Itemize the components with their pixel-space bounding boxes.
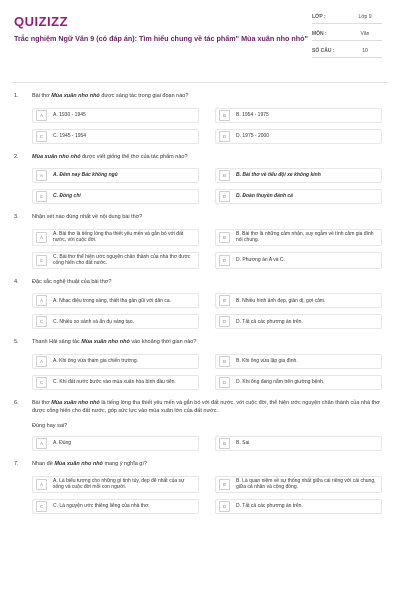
question-text [32,400,388,415]
question-text [32,279,388,287]
option-text: D. 1975 - 2000 [236,132,270,139]
option-letter-box: D [219,316,230,327]
answer-option[interactable] [215,229,382,246]
answer-option[interactable] [32,436,199,451]
option-letter-box: B [219,170,230,181]
meta-label: SỐ CÂU : [312,47,335,54]
question-number: 3. [14,214,19,221]
question-text [32,93,388,101]
meta-value: Lớp 9 [358,13,372,20]
answer-option[interactable] [215,293,382,308]
question-text-part: Bài thơ [32,93,52,99]
question-block [12,400,388,451]
worksheet-header [12,10,388,70]
option-letter-box: A [36,479,47,490]
question-number: 6. [14,399,19,406]
meta-value: Văn [360,30,370,37]
answer-option[interactable] [32,108,199,123]
option-text: D. Đoàn thuyền đánh cá [236,193,293,200]
answer-options [32,229,382,269]
answer-option[interactable] [215,129,382,144]
question-number: 4. [14,278,19,285]
option-text: A. Bài thơ là tiếng lòng tha thiết yêu mến và gắn bó với đất nước, với cuộc đời. [53,230,184,244]
option-text: B. Bài thơ là những cảm nhận, suy ngẫm về tình cảm gia đình nói chung. [236,230,374,244]
option-letter-box: C [36,377,47,388]
question-text-part: mang ý nghĩa gì? [102,461,147,468]
header-divider [12,82,388,83]
answer-option[interactable] [215,354,382,369]
answer-options [32,476,382,514]
meta-label: MÔN : [312,30,327,37]
answer-option[interactable] [215,375,382,390]
question-block [12,339,388,390]
meta-box [312,10,382,61]
question-text [32,154,388,162]
option-letter-box: A [36,356,47,367]
answer-option[interactable] [32,229,199,246]
answer-option[interactable] [32,129,199,144]
option-letter-box: B [219,110,230,121]
answer-option[interactable] [215,314,382,329]
option-letter-box: C [36,255,47,266]
option-text: C. Bài thơ thể hiện ước nguyện chân thành của nhà thơ được cống hiến cho đất nước. [53,253,191,267]
worksheet-title: Trắc nghiệm Ngữ Văn 9 (có đáp án): Tìm hiểu chung về tác phẩm" Mùa xuân nho nhỏ" [14,34,308,43]
answer-options [32,108,382,144]
question-block [12,154,388,205]
question-text [32,461,388,469]
question-number: 2. [14,153,19,160]
meta-row-subject [312,27,382,41]
option-letter-box: C [36,131,47,142]
question-text-part: Đặc sắc nghệ thuật của bài thơ? [32,278,112,285]
option-letter-box: B [219,295,230,306]
question-block [12,214,388,269]
answer-option[interactable] [32,375,199,390]
answer-option[interactable] [215,108,382,123]
option-letter-box: B [219,356,230,367]
option-text: C. Đồng chí [53,193,81,200]
answer-option[interactable] [215,436,382,451]
question-text-title: Mùa xuân nho nhỏ [54,461,103,468]
option-letter-box: A [36,232,47,243]
option-letter-box: A [36,438,47,449]
question-number: 7. [14,461,19,468]
answer-option[interactable] [215,189,382,204]
answer-option[interactable] [215,476,382,493]
question-text-part: Bài thơ [32,399,52,406]
option-text: B. 1954 - 1975 [236,111,269,118]
option-text: A. Nhạc điệu trong sáng, thiết tha gần gũi với dân ca. [53,297,172,304]
option-text: B. Nhiều hình ảnh đẹp, giản dị, gợi cảm. [236,297,326,304]
question-text-part: Nhận xét nào đúng nhất về nội dung bài thơ? [32,214,143,221]
answer-option[interactable] [32,252,199,269]
answer-option[interactable] [32,189,199,204]
answer-option[interactable] [32,168,199,183]
option-letter-box: D [219,131,230,142]
option-text: A. Đúng [53,440,72,447]
option-text: B. Khi ông vừa lập gia đình. [236,358,298,365]
option-text: A. 1930 - 1945 [53,111,86,118]
option-text: A. Là biểu tượng cho những gì tinh túy, đẹp đẽ nhất của sự sống và cuộc đời mỗi con người. [53,477,185,491]
question-list [12,93,388,514]
option-letter-box: B [219,438,230,449]
option-text: C. Khi đất nước bước vào mùa xuân hòa bình đầu tiên. [53,379,176,386]
option-text: B. Là quan niệm về sự thống nhất giữa cái riêng với cái chung, giữa cá nhân và cộng đồng. [236,477,376,491]
answer-options [32,436,382,451]
question-text-title: Mùa xuân nho nhỏ [81,339,130,346]
option-letter-box: B [219,479,230,490]
option-letter-box: D [219,255,230,266]
answer-option[interactable] [32,476,199,493]
quizizz-logo: QUIZIZZ [14,14,69,29]
option-text: C. Nhiều so sánh và ẩn dụ sáng tạo. [53,318,134,325]
option-letter-box: C [36,191,47,202]
option-text: A. Đêm nay Bác không ngủ [53,172,118,179]
option-letter-box: D [219,501,230,512]
option-letter-box: C [36,316,47,327]
answer-options [32,293,382,329]
question-note: Đúng hay sai? [32,423,68,430]
question-text-part: vào khoảng thời gian nào? [129,339,197,346]
question-text-part: được sáng tác trong giai đoạn nào? [99,93,189,99]
option-text: D. Phương án A và C. [236,257,285,264]
question-text-part: Nhan đề [32,461,55,468]
answer-options [32,168,382,204]
question-block [12,461,388,514]
question-text-title: Mùa xuân nho nhỏ [51,93,100,99]
option-letter-box: A [36,110,47,121]
answer-option[interactable] [32,314,199,329]
option-letter-box: D [219,377,230,388]
option-text: D. Khi ông đang nằm trên giường bệnh. [236,379,325,386]
question-text-title: Mùa xuân nho nhỏ [51,399,100,406]
answer-option[interactable] [32,499,199,514]
question-block [12,93,388,144]
option-text: D. Tất cả các phương án trên. [236,503,303,509]
meta-row-question-count [312,44,382,58]
question-text-part: được viết giống thể thơ của tác phẩm nào? [80,153,188,160]
answer-option[interactable] [32,354,199,369]
option-letter-box: D [219,191,230,202]
question-number: 1. [14,93,19,99]
answer-option[interactable] [32,293,199,308]
option-letter-box: A [36,295,47,306]
option-text: D. Tất cả các phương án trên. [236,318,303,325]
option-letter-box: B [219,232,230,243]
question-text [32,214,388,222]
question-text-part: Thanh Hải sáng tác [32,339,82,346]
meta-row-grade [312,10,382,24]
question-text [32,339,388,347]
answer-option[interactable] [215,252,382,269]
meta-value: 10 [362,47,368,54]
option-text: B. Bài thơ về tiểu đội xe không kính [236,172,321,179]
question-block [12,279,388,330]
meta-label: LỚP : [312,13,326,20]
question-number: 5. [14,339,19,346]
option-text: C. 1945 - 1954 [53,132,87,139]
answer-option[interactable] [215,499,382,514]
option-letter-box: C [36,501,47,512]
option-text: C. Là nguyện ước thiêng liêng của nhà thơ. [53,503,150,509]
answer-option[interactable] [215,168,382,183]
option-text: A. Khi ông vừa tham gia chiến trường. [53,358,139,365]
question-text-part: là tiếng lòng tha thiết yêu mến và gắn bó với đất nước, với cuộc đời, thể hiện ước nguyện chân thành của nhà thơ được cống hiến cho đất nước, góp sức lực vào mùa xuân lớn của đất nước. [32,399,380,414]
option-text: B. Sai [236,440,250,447]
option-letter-box: A [36,170,47,181]
question-text-title: Mùa xuân nho nhỏ [32,153,81,160]
answer-options [32,354,382,390]
